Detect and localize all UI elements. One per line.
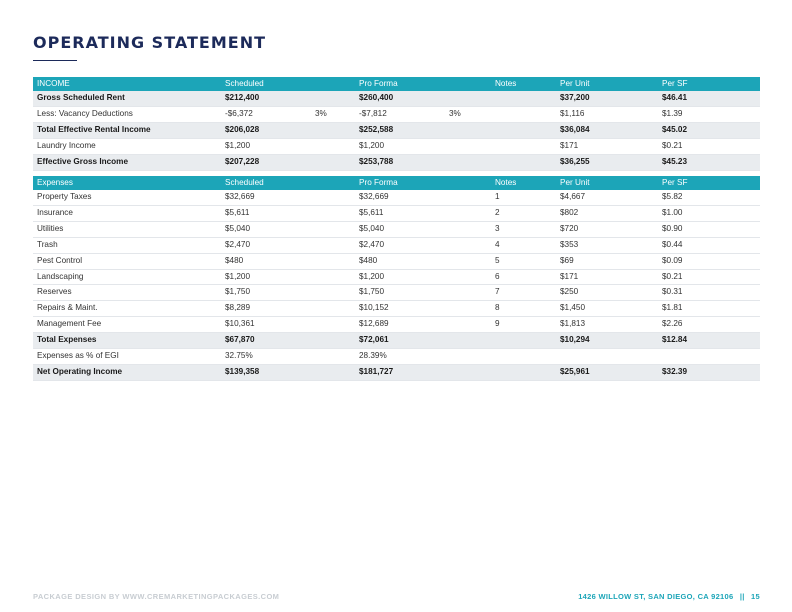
income-cell: $206,028 [221, 122, 311, 138]
header-scheduled: Scheduled [221, 176, 311, 190]
income-cell: $45.02 [658, 122, 760, 138]
header-blank [445, 176, 491, 190]
income-cell: Effective Gross Income [33, 154, 221, 170]
expenses-cell: $2,470 [221, 237, 311, 253]
header-pro-forma: Pro Forma [355, 77, 445, 91]
expenses-cell: Utilities [33, 221, 221, 237]
income-cell: Less: Vacancy Deductions [33, 106, 221, 122]
header-expenses: Expenses [33, 176, 221, 190]
expenses-cell: $480 [355, 253, 445, 269]
income-cell [491, 138, 556, 154]
income-row [33, 122, 760, 138]
expenses-cell: $4,667 [556, 190, 658, 205]
expenses-cell [445, 317, 491, 333]
header-blank [311, 176, 355, 190]
expenses-row [33, 333, 760, 349]
expenses-cell: 28.39% [355, 349, 445, 365]
expenses-cell: $32,669 [355, 190, 445, 205]
expenses-row [33, 237, 760, 253]
expenses-cell [311, 190, 355, 205]
expenses-cell: 7 [491, 285, 556, 301]
expenses-cell: $5.82 [658, 190, 760, 205]
expenses-cell: 1 [491, 190, 556, 205]
income-cell: $46.41 [658, 91, 760, 106]
expenses-cell: $12.84 [658, 333, 760, 349]
expenses-cell: $1,750 [355, 285, 445, 301]
expenses-cell: $0.44 [658, 237, 760, 253]
income-cell: $1,116 [556, 106, 658, 122]
income-cell: Total Effective Rental Income [33, 122, 221, 138]
income-cell: 3% [445, 106, 491, 122]
income-cell: $37,200 [556, 91, 658, 106]
income-table [33, 77, 760, 171]
expenses-cell: $69 [556, 253, 658, 269]
expenses-cell [658, 349, 760, 365]
expenses-cell: Insurance [33, 205, 221, 221]
header-income: INCOME [33, 77, 221, 91]
expenses-cell: $10,294 [556, 333, 658, 349]
expenses-cell: $0.31 [658, 285, 760, 301]
income-header-row [33, 77, 760, 91]
expenses-cell: $0.21 [658, 269, 760, 285]
expenses-cell: $12,689 [355, 317, 445, 333]
expenses-cell: $1,200 [221, 269, 311, 285]
expenses-cell [445, 333, 491, 349]
expenses-cell: 5 [491, 253, 556, 269]
expenses-cell [311, 317, 355, 333]
expenses-cell: $1,450 [556, 301, 658, 317]
income-cell: $260,400 [355, 91, 445, 106]
income-cell: $1,200 [221, 138, 311, 154]
expenses-cell: $720 [556, 221, 658, 237]
expenses-cell [556, 349, 658, 365]
expenses-cell: $5,611 [221, 205, 311, 221]
expense-header-row [33, 176, 760, 190]
header-per-unit: Per Unit [556, 176, 658, 190]
expenses-cell: $67,870 [221, 333, 311, 349]
expenses-cell: 8 [491, 301, 556, 317]
expenses-cell [491, 349, 556, 365]
expenses-cell [311, 269, 355, 285]
footer-address-page [574, 592, 760, 601]
expenses-cell: $250 [556, 285, 658, 301]
income-cell [311, 154, 355, 170]
expenses-cell: Expenses as % of EGI [33, 349, 221, 365]
expenses-cell [311, 205, 355, 221]
income-cell: $207,228 [221, 154, 311, 170]
income-cell [311, 138, 355, 154]
expenses-cell [311, 253, 355, 269]
expenses-cell: $139,358 [221, 364, 311, 380]
income-cell [491, 91, 556, 106]
title-underline [33, 60, 77, 61]
expenses-cell: Pest Control [33, 253, 221, 269]
expenses-cell: 32.75% [221, 349, 311, 365]
footer-credit: PACKAGE DESIGN BY WWW.CREMARKETINGPACKAGES.COM [33, 592, 280, 601]
expenses-cell: $10,152 [355, 301, 445, 317]
income-cell: $45.23 [658, 154, 760, 170]
income-row [33, 154, 760, 170]
income-row [33, 91, 760, 106]
income-cell: $1.39 [658, 106, 760, 122]
expenses-cell: Reserves [33, 285, 221, 301]
expenses-cell: $5,040 [221, 221, 311, 237]
expenses-cell: $181,727 [355, 364, 445, 380]
income-cell: $36,084 [556, 122, 658, 138]
expenses-cell: Landscaping [33, 269, 221, 285]
expenses-cell: Repairs & Maint. [33, 301, 221, 317]
expenses-row [33, 349, 760, 365]
footer-page-number: 15 [751, 592, 760, 601]
expenses-cell: 4 [491, 237, 556, 253]
expenses-cell: $353 [556, 237, 658, 253]
expenses-cell [445, 364, 491, 380]
expenses-cell [445, 190, 491, 205]
expenses-cell [311, 221, 355, 237]
income-row [33, 106, 760, 122]
expenses-cell: Management Fee [33, 317, 221, 333]
expenses-row [33, 285, 760, 301]
expenses-cell [311, 285, 355, 301]
expenses-cell [445, 285, 491, 301]
expenses-cell: Trash [33, 237, 221, 253]
expenses-cell: $480 [221, 253, 311, 269]
expenses-row [33, 190, 760, 205]
footer-separator: || [739, 592, 745, 601]
income-cell: $171 [556, 138, 658, 154]
income-cell: -$6,372 [221, 106, 311, 122]
expenses-cell: $5,040 [355, 221, 445, 237]
footer-address: 1426 WILLOW ST, SAN DIEGO, CA 92106 [578, 592, 734, 601]
expenses-cell: $1,813 [556, 317, 658, 333]
income-cell [445, 138, 491, 154]
expenses-cell: Property Taxes [33, 190, 221, 205]
header-per-sf: Per SF [658, 77, 760, 91]
income-cell: $1,200 [355, 138, 445, 154]
expenses-cell [445, 253, 491, 269]
expenses-cell [311, 301, 355, 317]
page-title: OPERATING STATEMENT [33, 33, 267, 52]
income-cell [311, 122, 355, 138]
income-cell: $212,400 [221, 91, 311, 106]
income-cell: -$7,812 [355, 106, 445, 122]
income-cell: Gross Scheduled Rent [33, 91, 221, 106]
income-cell: $0.21 [658, 138, 760, 154]
expenses-cell: Total Expenses [33, 333, 221, 349]
expenses-cell: $8,289 [221, 301, 311, 317]
expenses-cell: $1.00 [658, 205, 760, 221]
expenses-cell [445, 221, 491, 237]
expenses-cell [445, 301, 491, 317]
expenses-cell: $25,961 [556, 364, 658, 380]
expenses-cell: $1.81 [658, 301, 760, 317]
expenses-cell: $32.39 [658, 364, 760, 380]
expenses-cell: $5,611 [355, 205, 445, 221]
income-cell [445, 91, 491, 106]
expenses-cell: Net Operating Income [33, 364, 221, 380]
expenses-cell: $802 [556, 205, 658, 221]
income-cell [491, 122, 556, 138]
expenses-row [33, 253, 760, 269]
expenses-cell: $10,361 [221, 317, 311, 333]
income-cell [491, 154, 556, 170]
header-blank [311, 77, 355, 91]
expenses-row [33, 221, 760, 237]
expenses-cell [311, 364, 355, 380]
expenses-cell [445, 349, 491, 365]
header-per-unit: Per Unit [556, 77, 658, 91]
expenses-cell [445, 205, 491, 221]
expense-table [33, 176, 760, 381]
expenses-cell: $0.90 [658, 221, 760, 237]
expenses-row [33, 205, 760, 221]
income-cell [445, 122, 491, 138]
income-cell: $36,255 [556, 154, 658, 170]
income-cell: 3% [311, 106, 355, 122]
expenses-cell: 9 [491, 317, 556, 333]
header-notes: Notes [491, 77, 556, 91]
income-cell [445, 154, 491, 170]
expenses-row [33, 269, 760, 285]
expenses-cell: 3 [491, 221, 556, 237]
expenses-row [33, 317, 760, 333]
expenses-cell [311, 237, 355, 253]
expenses-cell: $2.26 [658, 317, 760, 333]
header-notes: Notes [491, 176, 556, 190]
expenses-row [33, 364, 760, 380]
expenses-cell: $0.09 [658, 253, 760, 269]
header-pro-forma: Pro Forma [355, 176, 445, 190]
expenses-cell: $72,061 [355, 333, 445, 349]
income-cell: $253,788 [355, 154, 445, 170]
header-per-sf: Per SF [658, 176, 760, 190]
income-row [33, 138, 760, 154]
expenses-cell [311, 349, 355, 365]
expenses-cell: $1,750 [221, 285, 311, 301]
expenses-cell [311, 333, 355, 349]
expenses-cell [491, 364, 556, 380]
expenses-cell [445, 269, 491, 285]
income-cell [491, 106, 556, 122]
header-blank [445, 77, 491, 91]
expenses-cell: 2 [491, 205, 556, 221]
expenses-row [33, 301, 760, 317]
income-cell: Laundry Income [33, 138, 221, 154]
expenses-cell: $2,470 [355, 237, 445, 253]
income-cell: $252,588 [355, 122, 445, 138]
header-scheduled: Scheduled [221, 77, 311, 91]
expenses-cell: $171 [556, 269, 658, 285]
expenses-cell: $32,669 [221, 190, 311, 205]
income-cell [311, 91, 355, 106]
expenses-cell [445, 237, 491, 253]
expenses-cell [491, 333, 556, 349]
expenses-cell: 6 [491, 269, 556, 285]
expenses-cell: $1,200 [355, 269, 445, 285]
